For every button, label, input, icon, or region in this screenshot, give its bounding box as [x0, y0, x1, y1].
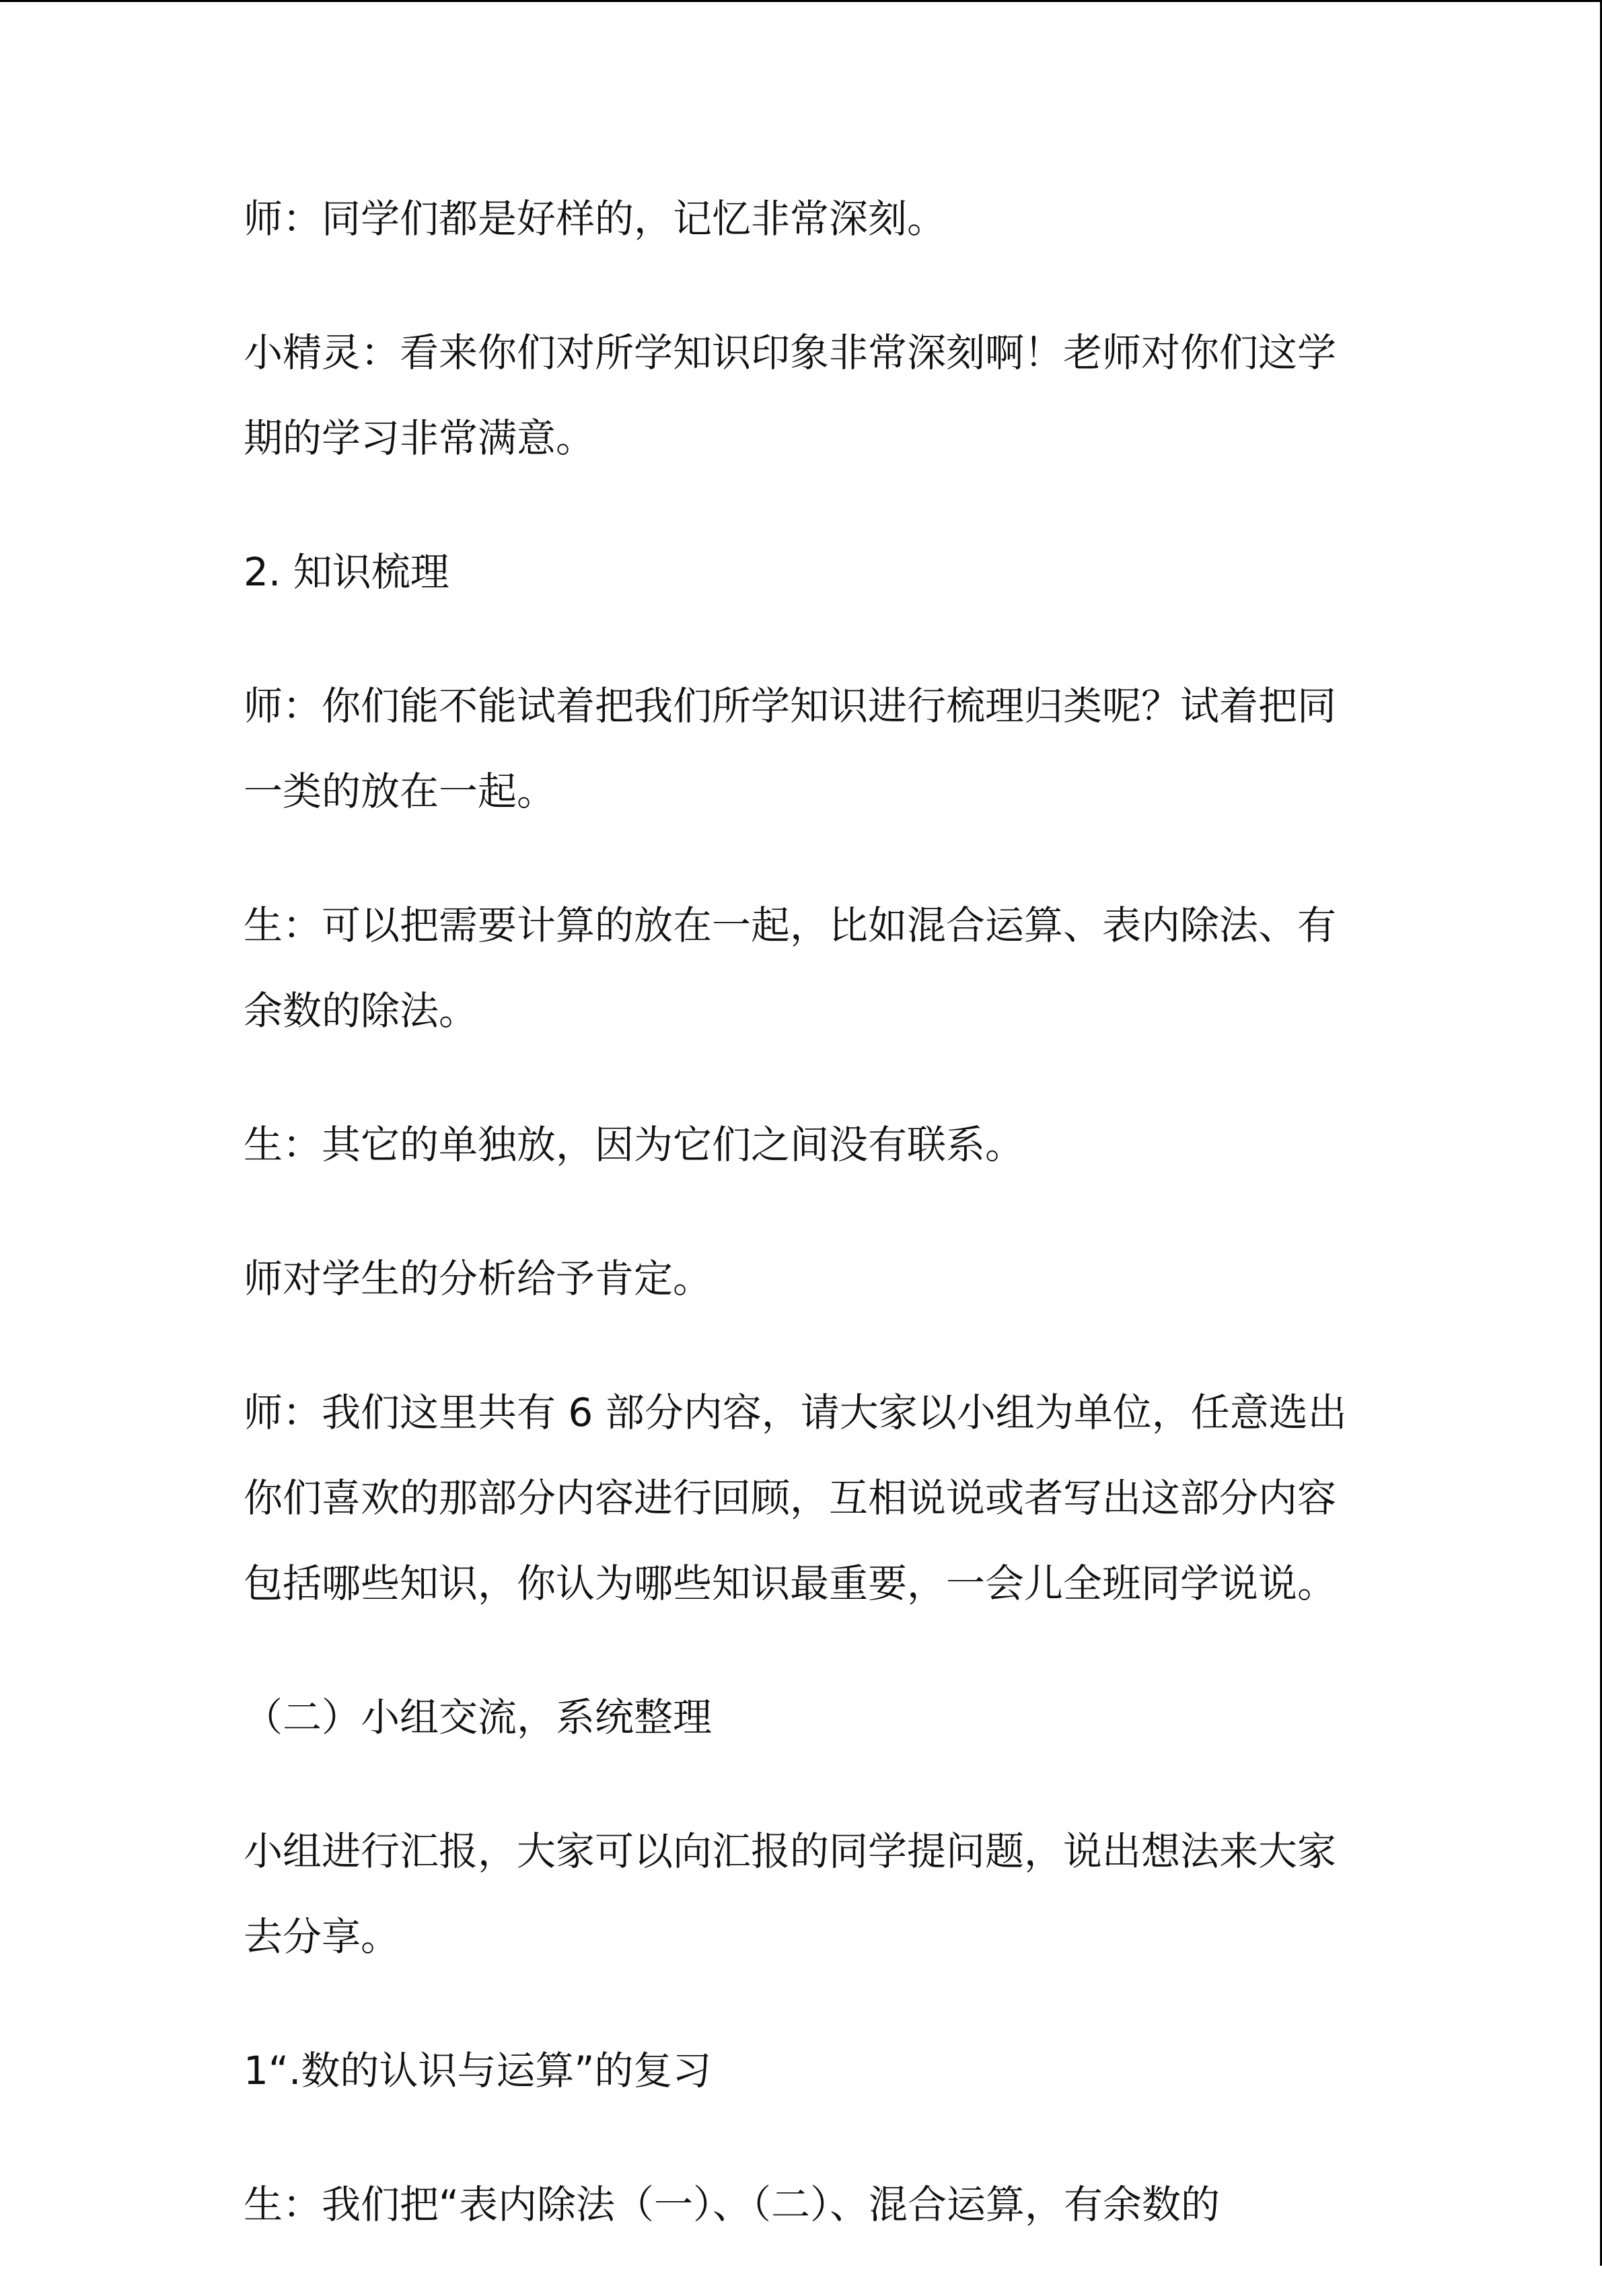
section-heading-group-exchange: （二）小组交流，系统整理	[244, 1694, 713, 1740]
paragraph-group-report: 小组进行汇报，大家可以向汇报的同学提问题，说出想法来大家去分享。	[244, 1828, 1337, 1960]
document-body	[244, 176, 1354, 2296]
section-heading-number-review: 1“.数的认识与运算”的复习	[244, 2048, 712, 2093]
page-border-top	[0, 0, 1602, 2]
paragraph-teacher-question: 师：你们能不能试着把我们所学知识进行梳理归类呢？试着把同一类的放在一起。	[244, 683, 1337, 814]
paragraph-teacher-praise: 师：同学们都是好样的，记忆非常深刻。	[244, 196, 947, 242]
paragraph-teacher-instruction: 师：我们这里共有 6 部分内容，请大家以小组为单位，任意选出你们喜欢的那部分内容进行回顾，互相说说或者写出这部分内容包括哪些知识，你认为哪些知识最重要，一会儿全班同学说说。	[244, 1390, 1347, 1606]
paragraph-student-answer-1: 生：可以把需要计算的放在一起，比如混合运算、表内除法、有余数的除法。	[244, 902, 1337, 1034]
paragraph-sprite-comment: 小精灵：看来你们对所学知识印象非常深刻啊！老师对你们这学期的学习非常满意。	[244, 330, 1337, 461]
section-heading-knowledge-sorting: 2. 知识梳理	[244, 549, 449, 595]
paragraph-student-review: 生：我们把“表内除法（一）、（二）、混合运算，有余数的	[244, 2182, 1221, 2227]
paragraph-student-answer-2: 生：其它的单独放，因为它们之间没有联系。	[244, 1122, 1025, 1168]
paragraph-teacher-affirmation: 师对学生的分析给予肯定。	[244, 1256, 713, 1301]
